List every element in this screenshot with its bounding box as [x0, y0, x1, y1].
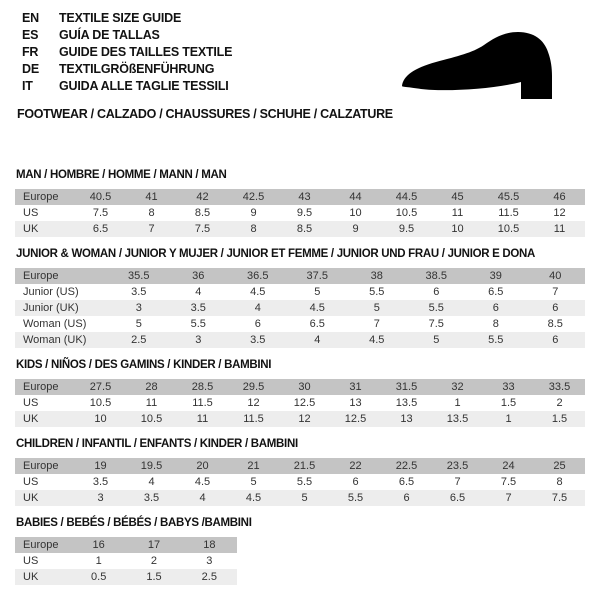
- lang-line-it: [22, 78, 232, 95]
- size-value-cell: 6: [552, 302, 559, 314]
- size-value-cell: 41: [145, 191, 158, 203]
- size-value-cell: 3.5: [190, 302, 206, 314]
- row-label: Woman (UK): [23, 334, 87, 346]
- size-value-cell: 29.5: [242, 381, 265, 393]
- size-value-cell: 37.5: [306, 270, 328, 282]
- size-value-cell: 6: [433, 286, 440, 298]
- size-value-cell: 8: [250, 223, 257, 235]
- size-value-cell: 2: [150, 555, 158, 567]
- size-value-cell: 17: [147, 539, 161, 551]
- size-value-cell: 16: [92, 539, 105, 551]
- size-table-row: [15, 395, 585, 411]
- size-table-junior-woman: [15, 268, 585, 348]
- lang-label: GUIDE DES TAILLES TEXTILE: [59, 45, 233, 59]
- size-value-cell: 10.5: [395, 207, 418, 219]
- size-value-cell: 45: [451, 191, 464, 203]
- lang-code: EN: [22, 11, 39, 25]
- size-value-cell: 7: [505, 492, 512, 504]
- row-label: Junior (US): [23, 286, 79, 298]
- size-value-cell: 18: [203, 539, 216, 551]
- lang-label: TEXTILE SIZE GUIDE: [59, 11, 182, 25]
- size-value-cell: 22: [349, 460, 362, 472]
- size-value-cell: 13: [349, 397, 362, 409]
- row-label: Europe: [23, 191, 59, 203]
- size-value-cell: 10.5: [497, 223, 520, 235]
- size-value-cell: 33: [502, 381, 515, 393]
- lang-label: GUIDA ALLE TAGLIE TESSILI: [59, 79, 229, 93]
- size-value-cell: 5: [135, 318, 142, 330]
- size-value-cell: 2.5: [131, 334, 147, 346]
- lang-code: ES: [22, 28, 39, 42]
- size-value-cell: 10: [451, 223, 464, 235]
- row-label: UK: [23, 223, 39, 235]
- size-table-babies: [15, 537, 237, 585]
- size-value-cell: 0.5: [91, 571, 107, 583]
- size-value-cell: 33.5: [548, 381, 571, 393]
- size-value-cell: 3: [97, 492, 104, 504]
- size-value-cell: 44: [349, 191, 362, 203]
- size-table-row: [15, 569, 237, 585]
- row-label: US: [23, 397, 39, 409]
- size-value-cell: 8.5: [194, 207, 211, 219]
- size-value-cell: 5: [433, 334, 440, 346]
- lang-code: DE: [22, 62, 39, 76]
- size-value-cell: 7.5: [194, 223, 211, 235]
- size-value-cell: 36: [192, 270, 205, 282]
- section-kids: [15, 359, 585, 427]
- size-table-row: [15, 332, 585, 348]
- size-value-cell: 8.5: [547, 318, 563, 330]
- size-value-cell: 32: [451, 381, 464, 393]
- shoe-icon: [398, 30, 578, 110]
- size-value-cell: 11.5: [498, 207, 519, 219]
- size-value-cell: 9.5: [296, 207, 313, 219]
- size-value-cell: 10: [94, 413, 107, 425]
- size-value-cell: 4.5: [245, 492, 262, 504]
- size-value-cell: 5: [373, 302, 380, 314]
- size-value-cell: 43: [298, 191, 311, 203]
- size-table-row: [15, 316, 585, 332]
- size-value-cell: 30: [298, 381, 311, 393]
- row-label: UK: [23, 413, 39, 425]
- section-title: CHILDREN / INFANTIL / ENFANTS / KINDER / BAMBINI: [16, 438, 298, 450]
- size-value-cell: 45.5: [497, 191, 520, 203]
- size-value-cell: 1.5: [551, 413, 568, 425]
- row-label: UK: [23, 571, 39, 583]
- size-table-row: [15, 490, 585, 506]
- size-value-cell: 4: [148, 476, 155, 488]
- size-value-cell: 5.5: [190, 318, 206, 330]
- size-value-cell: 36.5: [247, 270, 269, 282]
- size-value-cell: 3.5: [131, 286, 147, 298]
- size-value-cell: 9.5: [398, 223, 415, 235]
- section-title: BABIES / BEBÉS / BÉBÉS / BABYS /BAMBINI: [16, 517, 252, 529]
- size-value-cell: 1: [454, 397, 461, 409]
- size-value-cell: 44.5: [395, 191, 418, 203]
- size-value-cell: 2: [556, 397, 563, 409]
- size-value-cell: 42.5: [242, 191, 265, 203]
- lang-line-fr: [22, 44, 232, 61]
- lang-label: GUÍA DE TALLAS: [59, 28, 160, 42]
- size-table-children: [15, 458, 585, 506]
- size-value-cell: 38.5: [425, 270, 447, 282]
- size-value-cell: 6: [552, 334, 559, 346]
- size-value-cell: 4: [195, 286, 202, 298]
- size-value-cell: 39: [489, 270, 502, 282]
- size-value-cell: 3: [206, 555, 213, 567]
- language-title-list: [22, 10, 232, 95]
- size-value-cell: 7: [373, 318, 380, 330]
- size-value-cell: 38: [370, 270, 383, 282]
- size-value-cell: 5.5: [296, 476, 313, 488]
- size-value-cell: 5.5: [488, 334, 504, 346]
- size-value-cell: 7.5: [428, 318, 444, 330]
- row-label: US: [23, 207, 39, 219]
- size-table-header-row: [15, 379, 585, 395]
- section-junior-woman: [15, 248, 585, 348]
- size-value-cell: 8: [148, 207, 155, 219]
- size-value-cell: 10.5: [140, 413, 163, 425]
- size-value-cell: 21: [247, 460, 260, 472]
- size-value-cell: 7: [454, 476, 461, 488]
- row-label: Junior (UK): [23, 302, 79, 314]
- size-value-cell: 6: [492, 302, 499, 314]
- size-value-cell: 7.5: [500, 476, 517, 488]
- size-value-cell: 7.5: [92, 207, 109, 219]
- size-value-cell: 7.5: [551, 492, 568, 504]
- size-value-cell: 31: [349, 381, 362, 393]
- size-value-cell: 3.5: [143, 492, 160, 504]
- lang-code: IT: [22, 79, 33, 93]
- size-table-row: [15, 474, 585, 490]
- size-value-cell: 1.5: [500, 397, 517, 409]
- size-value-cell: 12.5: [293, 397, 316, 409]
- size-value-cell: 28.5: [191, 381, 214, 393]
- size-value-cell: 1.5: [146, 571, 162, 583]
- row-label: Europe: [23, 381, 59, 393]
- row-label: Europe: [23, 460, 59, 472]
- size-value-cell: 2.5: [201, 571, 217, 583]
- size-value-cell: 4: [254, 302, 261, 314]
- size-value-cell: 5: [314, 286, 321, 298]
- size-value-cell: 4: [199, 492, 206, 504]
- size-value-cell: 12: [553, 207, 566, 219]
- size-value-cell: 7: [552, 286, 559, 298]
- size-value-cell: 11.5: [192, 397, 213, 409]
- size-table-header-row: [15, 189, 585, 205]
- size-value-cell: 28: [145, 381, 158, 393]
- size-value-cell: 42: [196, 191, 209, 203]
- size-value-cell: 13.5: [395, 397, 418, 409]
- size-value-cell: 11: [553, 223, 566, 235]
- size-value-cell: 4.5: [309, 302, 325, 314]
- size-table-row: [15, 221, 585, 237]
- row-label: Europe: [23, 539, 59, 551]
- size-value-cell: 12: [247, 397, 260, 409]
- section-man: [15, 169, 585, 237]
- size-value-cell: 11.5: [243, 413, 264, 425]
- size-value-cell: 46: [553, 191, 566, 203]
- size-value-cell: 5.5: [347, 492, 364, 504]
- size-value-cell: 4.5: [250, 286, 266, 298]
- size-value-cell: 10: [349, 207, 362, 219]
- section-title: JUNIOR & WOMAN / JUNIOR Y MUJER / JUNIOR ET FEMME / JUNIOR UND FRAU / JUNIOR E DONA: [16, 248, 536, 260]
- row-label: Europe: [23, 270, 59, 282]
- size-value-cell: 6.5: [309, 318, 325, 330]
- section-babies: [15, 517, 585, 585]
- size-table-row: [15, 205, 585, 221]
- size-value-cell: 5: [250, 476, 257, 488]
- size-value-cell: 5.5: [369, 286, 385, 298]
- row-label: Woman (US): [23, 318, 87, 330]
- size-value-cell: 22.5: [395, 460, 418, 472]
- size-value-cell: 20: [196, 460, 209, 472]
- size-table-row: [15, 284, 585, 300]
- size-value-cell: 5.5: [428, 302, 444, 314]
- size-table-header-row: [15, 537, 237, 553]
- size-value-cell: 12: [298, 413, 311, 425]
- size-table-header-row: [15, 268, 585, 284]
- size-value-cell: 1: [95, 555, 102, 567]
- size-value-cell: 5: [301, 492, 308, 504]
- size-value-cell: 8: [492, 318, 499, 330]
- size-value-cell: 9: [250, 207, 257, 219]
- size-value-cell: 8: [556, 476, 563, 488]
- size-value-cell: 25: [553, 460, 566, 472]
- lang-line-es: [22, 27, 232, 44]
- size-value-cell: 31.5: [395, 381, 418, 393]
- row-label: US: [23, 555, 39, 567]
- size-table-row: [15, 411, 585, 427]
- size-value-cell: 3: [135, 302, 142, 314]
- size-value-cell: 19: [94, 460, 107, 472]
- size-value-cell: 12.5: [344, 413, 367, 425]
- size-value-cell: 13: [400, 413, 413, 425]
- size-table-kids: [15, 379, 585, 427]
- lang-code: FR: [22, 45, 39, 59]
- category-title: FOOTWEAR / CALZADO / CHAUSSURES / SCHUHE / CALZATURE: [17, 107, 393, 121]
- size-table-header-row: [15, 458, 585, 474]
- section-title: MAN / HOMBRE / HOMME / MANN / MAN: [16, 169, 227, 181]
- size-value-cell: 4.5: [369, 334, 385, 346]
- lang-label: TEXTILGRÖßENFÜHRUNG: [59, 62, 215, 76]
- size-value-cell: 11: [145, 397, 158, 409]
- size-value-cell: 11: [196, 413, 209, 425]
- size-value-cell: 3.5: [92, 476, 109, 488]
- row-label: UK: [23, 492, 39, 504]
- size-value-cell: 9: [352, 223, 359, 235]
- lang-line-de: [22, 61, 232, 78]
- size-value-cell: 21.5: [293, 460, 316, 472]
- size-value-cell: 6.5: [488, 286, 504, 298]
- size-value-cell: 4.5: [194, 476, 211, 488]
- size-value-cell: 40: [549, 270, 562, 282]
- size-value-cell: 27.5: [89, 381, 112, 393]
- size-value-cell: 24: [502, 460, 515, 472]
- size-table-man: [15, 189, 585, 237]
- size-value-cell: 6.5: [92, 223, 109, 235]
- size-value-cell: 10.5: [89, 397, 112, 409]
- size-value-cell: 13.5: [446, 413, 469, 425]
- size-value-cell: 6.5: [449, 492, 466, 504]
- lang-line-en: [22, 10, 232, 27]
- size-value-cell: 4: [314, 334, 321, 346]
- size-value-cell: 35.5: [128, 270, 150, 282]
- size-value-cell: 7: [148, 223, 155, 235]
- size-value-cell: 3: [195, 334, 202, 346]
- size-value-cell: 8.5: [296, 223, 313, 235]
- size-value-cell: 23.5: [446, 460, 469, 472]
- size-value-cell: 6: [254, 318, 261, 330]
- section-children: [15, 438, 585, 506]
- size-value-cell: 6: [352, 476, 359, 488]
- size-tables-area: [15, 169, 585, 596]
- size-table-row: [15, 553, 237, 569]
- size-value-cell: 11: [451, 207, 464, 219]
- row-label: US: [23, 476, 39, 488]
- size-value-cell: 1: [505, 413, 512, 425]
- size-value-cell: 19.5: [140, 460, 163, 472]
- size-value-cell: 6.5: [398, 476, 415, 488]
- size-value-cell: 3.5: [250, 334, 266, 346]
- size-value-cell: 40.5: [89, 191, 112, 203]
- size-value-cell: 6: [403, 492, 410, 504]
- section-title: KIDS / NIÑOS / DES GAMINS / KINDER / BAMBINI: [16, 359, 272, 371]
- size-table-row: [15, 300, 585, 316]
